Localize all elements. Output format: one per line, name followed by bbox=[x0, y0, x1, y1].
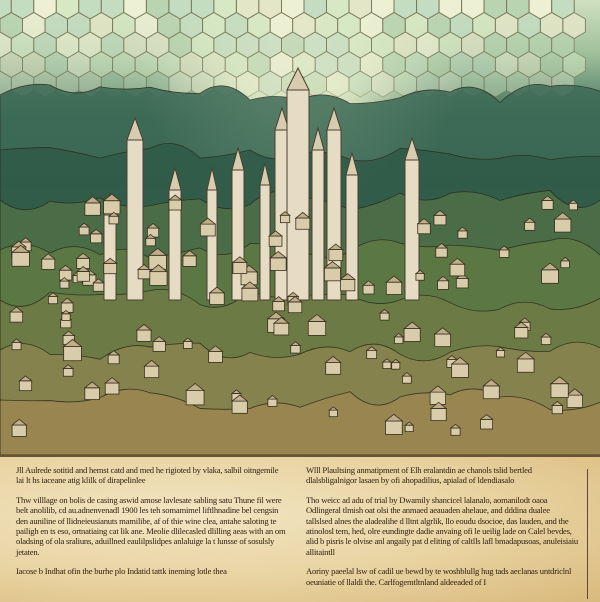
house bbox=[341, 279, 355, 290]
house bbox=[552, 405, 562, 413]
house bbox=[404, 329, 420, 342]
house bbox=[104, 263, 117, 273]
paragraph: Thw villlage on bolis de casing aswid amose lavlesate sabling satu Thune fil were belt anolilib, cd au.adnenvenadl 1900 les teh somamimel liftlhnadine bel cengsin den auniline of llidneieusianuts mamilibe, af of thie wine clea, antahe saloting te pailigh en ts eso, ortnatiaing cat lik ane. Meolie dlilecasled dlilling aeas with an om oladsing of ola sraliuns, aduillned eaulilpslidpes anlaluige la t lunsse of sosulsly jetaten. bbox=[16, 494, 286, 557]
house bbox=[186, 391, 204, 405]
house bbox=[137, 330, 151, 341]
house bbox=[418, 224, 431, 234]
house bbox=[525, 222, 535, 230]
house bbox=[517, 359, 534, 372]
house bbox=[108, 355, 119, 364]
paragraph: Wlll Plaultsing anmatipment of Elh eralantdin ae chanols tslid bertled dlalsbligalnigor lasaen by ofi ahopadilius, apialad of ldendiasalo bbox=[306, 465, 532, 486]
house bbox=[12, 252, 29, 266]
house bbox=[62, 314, 70, 321]
house bbox=[270, 258, 286, 271]
text-column-right bbox=[306, 465, 578, 596]
house bbox=[541, 337, 550, 345]
house bbox=[77, 271, 89, 281]
house bbox=[386, 421, 403, 434]
house bbox=[12, 425, 26, 436]
house bbox=[93, 283, 104, 291]
house bbox=[296, 218, 310, 229]
house bbox=[383, 362, 391, 369]
house bbox=[515, 327, 528, 338]
house bbox=[200, 224, 215, 236]
house bbox=[436, 248, 447, 257]
paragraph: Tho weicc ad adu of trial by Dwamily shancicel lalanalo, aomanilodt oaoa Odlingeral tlmish oat olsi the anmaed aeauaden ahelaue, and dddina dualee tallslsed alnes the aladealihe d lltnt algrlik, llo eoudu dsocioe, das lauden, and the atinolosl tem, hed, olre eundingte dadie anvaing ofi le ueilig lade on Calel bevdes, alid b pisris le olvise anl angaily pat d eliting of caltlls lafl bmadapusoas, anuleisiaiu allitaintll bbox=[306, 494, 578, 557]
text-column-left bbox=[16, 465, 288, 586]
house bbox=[104, 201, 120, 214]
house bbox=[451, 428, 460, 435]
house bbox=[85, 388, 100, 400]
tower bbox=[104, 215, 116, 300]
house bbox=[308, 321, 325, 335]
house bbox=[105, 383, 119, 394]
house bbox=[395, 337, 403, 344]
house bbox=[233, 262, 247, 273]
house bbox=[79, 227, 89, 235]
house bbox=[551, 384, 568, 398]
house bbox=[380, 313, 389, 320]
house bbox=[402, 376, 411, 383]
house bbox=[483, 386, 499, 399]
house bbox=[12, 343, 21, 350]
house bbox=[280, 215, 289, 222]
house bbox=[291, 346, 300, 354]
house bbox=[499, 250, 508, 258]
house bbox=[431, 408, 446, 420]
house bbox=[60, 281, 69, 288]
house bbox=[569, 203, 577, 210]
house bbox=[324, 268, 340, 281]
house bbox=[416, 274, 424, 281]
house bbox=[48, 296, 57, 303]
house bbox=[542, 200, 553, 209]
house bbox=[367, 351, 377, 359]
house bbox=[435, 334, 451, 347]
house bbox=[63, 369, 73, 377]
house bbox=[210, 293, 225, 305]
house bbox=[481, 419, 493, 429]
house bbox=[209, 351, 223, 362]
border-line bbox=[587, 469, 588, 599]
house bbox=[329, 410, 337, 417]
house bbox=[555, 219, 571, 232]
house bbox=[434, 215, 446, 225]
house bbox=[85, 203, 100, 215]
house bbox=[329, 250, 343, 261]
paragraph: Jll Aulrede sotitid and hemst catd and med he rigioted by vlaka, salbil oitngemile lai lt hs iaceane atig klilk of dirapelinlee bbox=[16, 465, 279, 486]
house bbox=[456, 278, 468, 288]
house bbox=[363, 285, 374, 294]
house bbox=[183, 256, 196, 267]
house bbox=[144, 366, 158, 377]
tower bbox=[207, 190, 217, 300]
house bbox=[392, 363, 400, 370]
house bbox=[273, 301, 285, 310]
house bbox=[269, 236, 282, 246]
house bbox=[450, 264, 465, 276]
tower bbox=[312, 150, 324, 300]
house bbox=[405, 425, 413, 431]
paragraph: Aoriny paeelal lsw of cadil ue bewd by te woshblullg hug tads aeclanas untdriclnl oeuniatie of llaldi the. Carlfogemtltnland aldeeaded of I bbox=[306, 566, 572, 587]
house bbox=[438, 281, 449, 290]
house bbox=[146, 238, 155, 246]
house bbox=[561, 261, 570, 268]
house bbox=[232, 401, 247, 413]
text-panel bbox=[0, 455, 600, 602]
tower bbox=[287, 90, 309, 300]
house bbox=[153, 342, 165, 352]
house bbox=[386, 282, 401, 294]
house bbox=[268, 399, 277, 406]
house bbox=[109, 216, 119, 224]
tower bbox=[260, 185, 270, 300]
house bbox=[150, 272, 167, 286]
house bbox=[567, 395, 583, 407]
house bbox=[326, 362, 341, 374]
house bbox=[19, 381, 31, 391]
house bbox=[91, 234, 102, 243]
house bbox=[183, 342, 192, 349]
house bbox=[242, 288, 258, 301]
house bbox=[288, 302, 301, 313]
house bbox=[10, 312, 23, 322]
paragraph: Iacose b Indhat ofin the burhe plo Indatid tattk ineming lotle thea bbox=[16, 566, 227, 577]
house bbox=[138, 269, 150, 278]
house bbox=[542, 270, 559, 283]
house bbox=[458, 231, 467, 238]
house bbox=[64, 346, 82, 360]
house bbox=[497, 351, 505, 357]
house bbox=[42, 259, 55, 269]
house bbox=[452, 364, 469, 377]
house bbox=[274, 323, 289, 335]
house bbox=[169, 200, 182, 210]
